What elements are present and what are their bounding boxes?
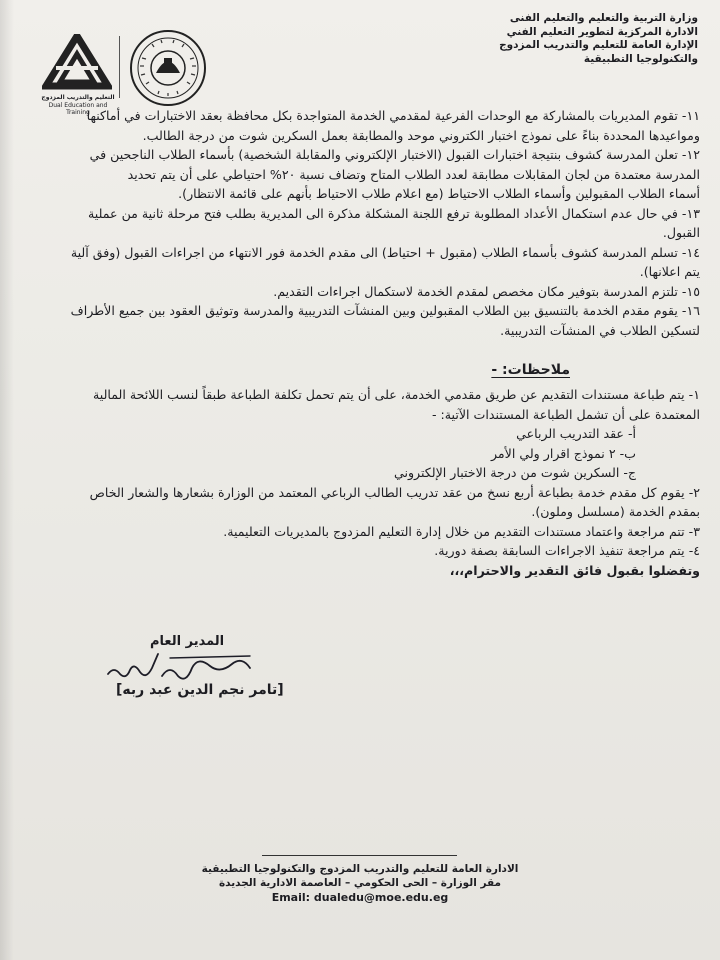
signatory-name: [تامر نجم الدين عبد ربه]: [116, 682, 284, 698]
notes-list: [20, 385, 700, 580]
item-14-line-2: يتم اعلانها).: [639, 264, 700, 279]
note-1-sub-b: ب- ٢ نموذج اقرار ولي الأمر: [490, 445, 636, 461]
dual-education-logo-icon: [42, 34, 112, 92]
logo-caption-ar: التعليم والتدريب المزدوج: [41, 94, 115, 101]
procedure-items: [20, 106, 700, 340]
item-11-line-1: ١١- تقوم المديريات بالمشاركة مع الوحدات الفرعية لمقدمي الخدمة المتواجدة بكل محافظة بعقد الاختبارات في أماكنها: [86, 108, 700, 123]
note-4: ٤- يتم مراجعة تنفيذ الاجراءات السابقة بصفة دورية.: [434, 543, 700, 558]
item-13-line-2: القبول.: [662, 225, 700, 240]
signature-title: المدير العام: [150, 634, 225, 649]
item-12-line-3: أسماء الطلاب المقبولين وأسماء الطلاب الاحتياط (مع اعلام طلاب الاحتياط بأنهم على قائمة الانتظار).: [178, 186, 700, 201]
footer: [190, 862, 530, 905]
logo-caption-en: Dual Education and Training: [48, 102, 108, 116]
notes-heading: ملاحظات: -: [491, 362, 570, 378]
item-13-line-1: ١٣- في حال عدم استكمال الأعداد المطلوبة ترفع اللجنة المشكلة مذكرة الى المديرية بطلب فتح مرحلة ثانية من عملية: [88, 205, 700, 221]
footer-rule: [262, 855, 457, 856]
page-shadow: [0, 0, 14, 960]
note-2-line-1: ٢- يقوم كل مقدم خدمة بطباعة أربع نسخ من عقد تدريب الطالب الرباعي المعتمد من الوزارة بشعارها والشعار الخاص: [89, 484, 700, 500]
letterhead-text: [378, 12, 698, 66]
handwritten-signature: [100, 646, 270, 686]
item-12-line-1: ١٢- تعلن المدرسة كشوف بنتيجة اختبارات القبول (الاختبار الإلكتروني والمقابلة الشخصية) بأسماء الطلاب الناجحين في: [89, 147, 700, 162]
note-1-line-2: المعتمدة على أن تشمل الطباعة المستندات الآتية: -: [431, 406, 700, 422]
note-1-line-1: ١- يتم طباعة مستندات التقديم عن طريق مقدمي الخدمة، على أن يتم تحمل تكلفة الطباعة طبقاً لنسب اللائحة المالية: [93, 387, 700, 402]
logo-divider: [119, 36, 120, 98]
item-12-line-2: المدرسة معتمدة من لجان المقابلات مطابقة لعدد الطلاب المتاح وتضاف نسبة ٢٠% احتياطي على أن يتم تحديد: [127, 166, 700, 182]
item-15: ١٥- تلتزم المدرسة بتوفير مكان مخصص لمقدم الخدمة لاستكمال اجراءات التقديم.: [273, 283, 700, 299]
item-16-line-2: لتسكين الطلاب في المنشآت التدريبية.: [500, 322, 700, 338]
note-2-line-2: بمقدم الخدمة (مسلسل وملون).: [531, 504, 700, 519]
note-1-sub-a: أ- عقد التدريب الرباعي: [516, 426, 636, 441]
note-1-sub-c: ج- السكرين شوت من درجة الاختبار الإلكتروني: [393, 465, 636, 480]
note-3: ٣- تتم مراجعة واعتماد مستندات التقديم من خلال إدارة التعليم المزدوج بالمديريات التعليمية.: [223, 523, 700, 539]
letterhead-line-1: وزارة التربية والتعليم والتعليم الفنى: [509, 12, 698, 24]
footer-line-1: الادارة العامة للتعليم والتدريب المزدوج والتكنولوجيا التطبيقية: [201, 863, 519, 875]
letterhead-line-2: الادارة المركزية لتطوير التعليم الفني: [506, 25, 698, 38]
item-16-line-1: ١٦- يقوم مقدم الخدمة بالتنسيق بين الطلاب المقبولين وبين المنشآت التدريبية والمدرسة وتوثيق العقود بين جميع الأطراف: [70, 303, 700, 318]
letterhead-line-3: الإدارة العامة للتعليم والتدريب المزدوج: [499, 39, 698, 51]
ministry-seal: [128, 28, 208, 108]
letterhead-line-4: والتكنولوجيا التطبيقية: [583, 52, 698, 65]
footer-email: Email: dualedu@moe.edu.eg: [271, 891, 449, 904]
item-11-line-2: ومواعيدها المحددة بناءً على نموذج اختبار الكتروني موحد والمطابقة بعمل السكرين شوت من درجة الطالب.: [142, 127, 700, 143]
closing-greeting: وتفضلوا بقبول فائق التقدير والاحترام،،،: [449, 562, 700, 578]
item-14-line-1: ١٤- تسلم المدرسة كشوف بأسماء الطلاب (مقبول + احتياط) الى مقدم الخدمة فور الانتهاء من اجراءات القبول (وفق آلية: [70, 244, 700, 260]
dual-education-logo: [41, 34, 115, 116]
footer-line-2: مقر الوزارة – الحى الحكومي – العاصمة الادارية الجديدة: [218, 877, 502, 889]
seal-icon: [128, 28, 208, 108]
